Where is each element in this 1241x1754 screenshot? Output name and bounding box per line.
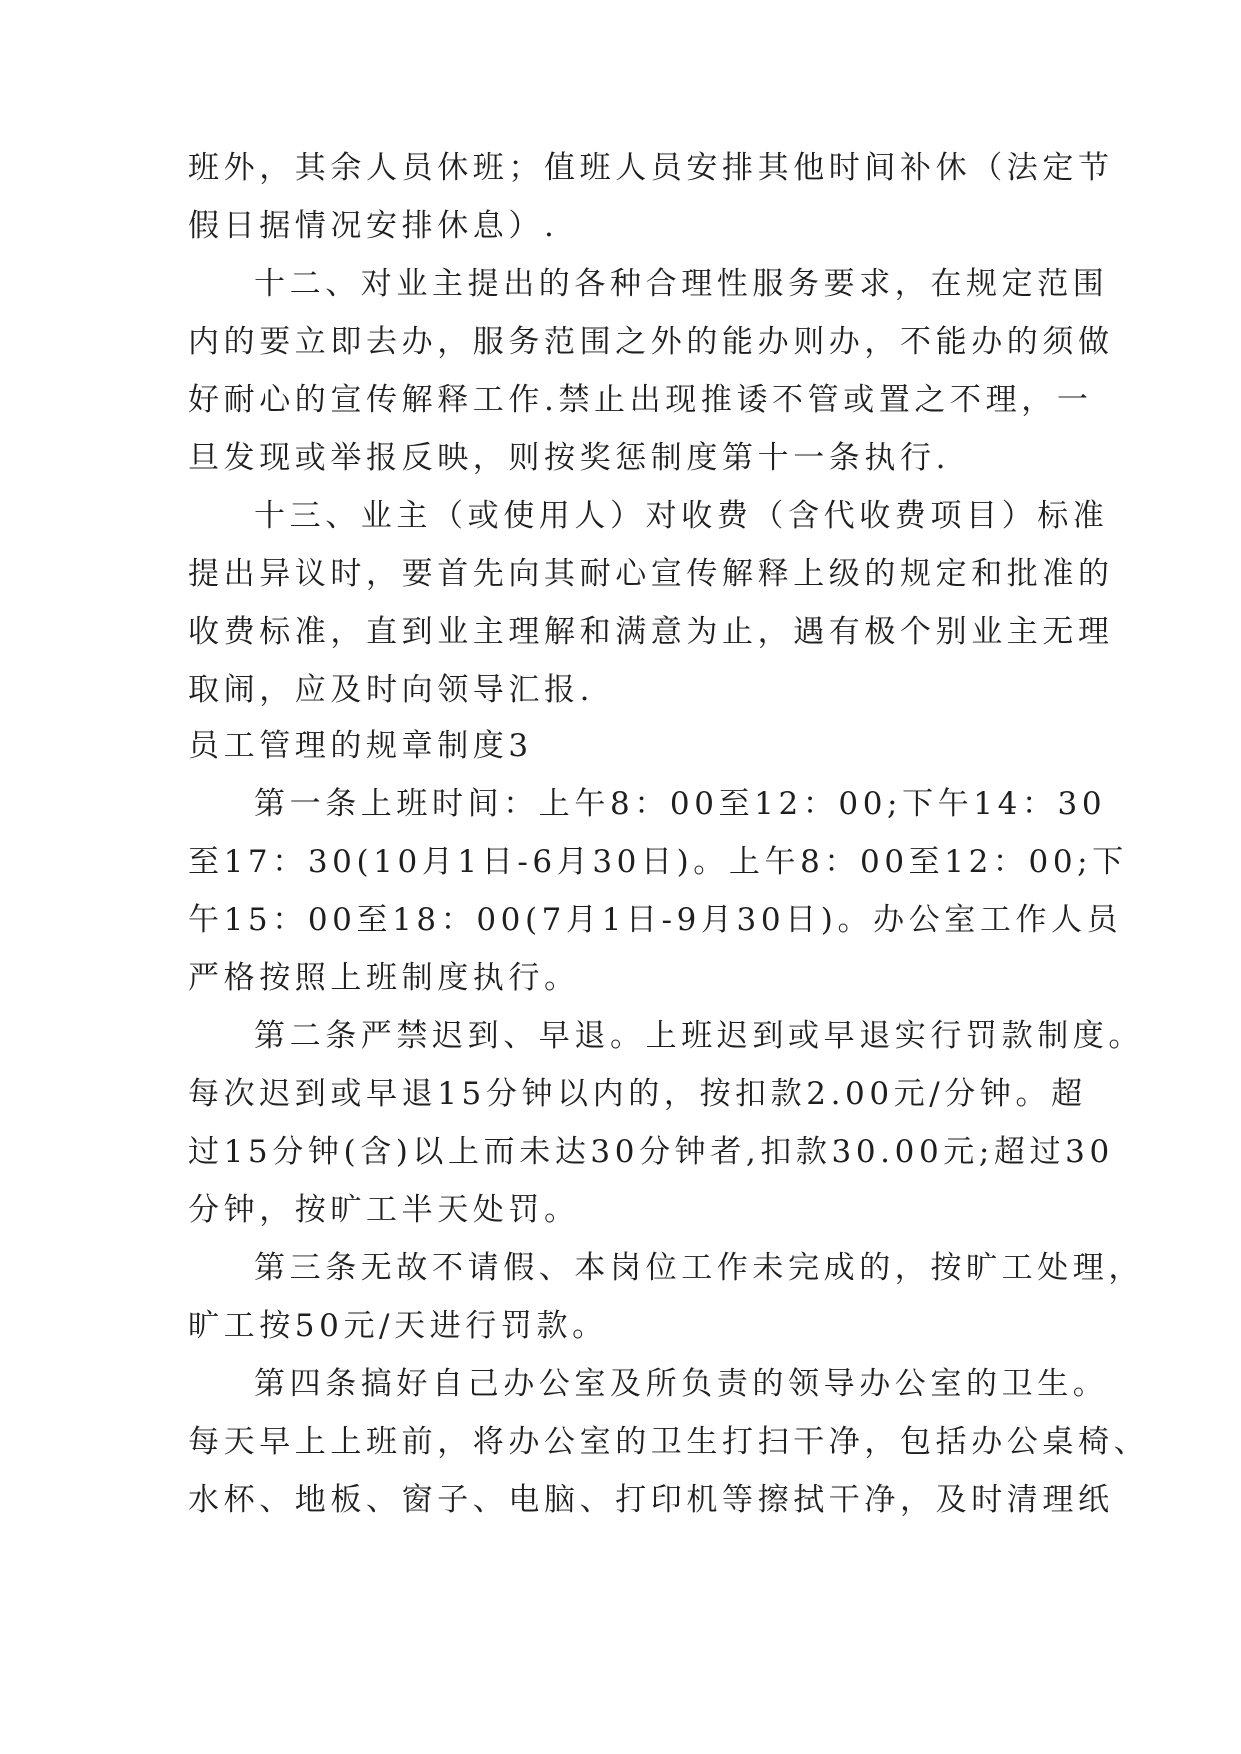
text-line: 提出异议时，要首先向其耐心宣传解释上级的规定和批准的 — [188, 556, 1114, 592]
text-line: 收费标准，直到业主理解和满意为止，遇有极个别业主无理 — [188, 614, 1114, 650]
text-line: 过15分钟(含)以上而未达30分钟者,扣款30.00元;超过30 — [188, 1134, 1114, 1170]
text-line: 假日据情况安排休息）. — [188, 208, 559, 244]
text-line: 内的要立即去办，服务范围之外的能办则办，不能办的须做 — [188, 324, 1114, 360]
text-line: 好耐心的宣传解释工作.禁止出现推诿不管或置之不理，一 — [188, 382, 1093, 418]
section-heading: 员工管理的规章制度3 — [188, 728, 533, 764]
article-1-start: 第一条上班时间：上午8：00至12：00;下午14：30 — [254, 786, 1107, 822]
paragraph-13-start: 十三、业主（或使用人）对收费（含代收费项目）标准 — [254, 498, 1109, 534]
text-line: 午15：00至18：00(7月1日-9月30日)。办公室工作人员 — [188, 902, 1123, 938]
text-line: 班外，其余人员休班；值班人员安排其他时间补休（法定节 — [188, 150, 1114, 186]
article-2-start: 第二条严禁迟到、早退。上班迟到或早退实行罚款制度。 — [254, 1018, 1144, 1054]
article-3-start: 第三条无故不请假、本岗位工作未完成的，按旷工处理， — [254, 1250, 1144, 1286]
text-line: 分钟，按旷工半天处罚。 — [188, 1192, 580, 1228]
text-line: 取闹，应及时向领导汇报. — [188, 672, 595, 708]
text-line: 至17：30(10月1日-6月30日)。上午8：00至12：00;下 — [188, 844, 1128, 880]
text-line: 严格按照上班制度执行。 — [188, 960, 580, 996]
text-line: 旦发现或举报反映，则按奖惩制度第十一条执行. — [188, 440, 951, 476]
text-line: 每天早上上班前，将办公室的卫生打扫干净，包括办公桌椅、 — [188, 1424, 1150, 1460]
article-4-start: 第四条搞好自己办公室及所负责的领导办公室的卫生。 — [254, 1366, 1109, 1402]
paragraph-12-start: 十二、对业主提出的各种合理性服务要求，在规定范围 — [254, 266, 1109, 302]
text-line: 每次迟到或早退15分钟以内的，按扣款2.00元/分钟。超 — [188, 1076, 1087, 1112]
text-line: 旷工按50元/天进行罚款。 — [188, 1308, 608, 1344]
text-line: 水杯、地板、窗子、电脑、打印机等擦拭干净，及时清理纸 — [188, 1482, 1114, 1518]
